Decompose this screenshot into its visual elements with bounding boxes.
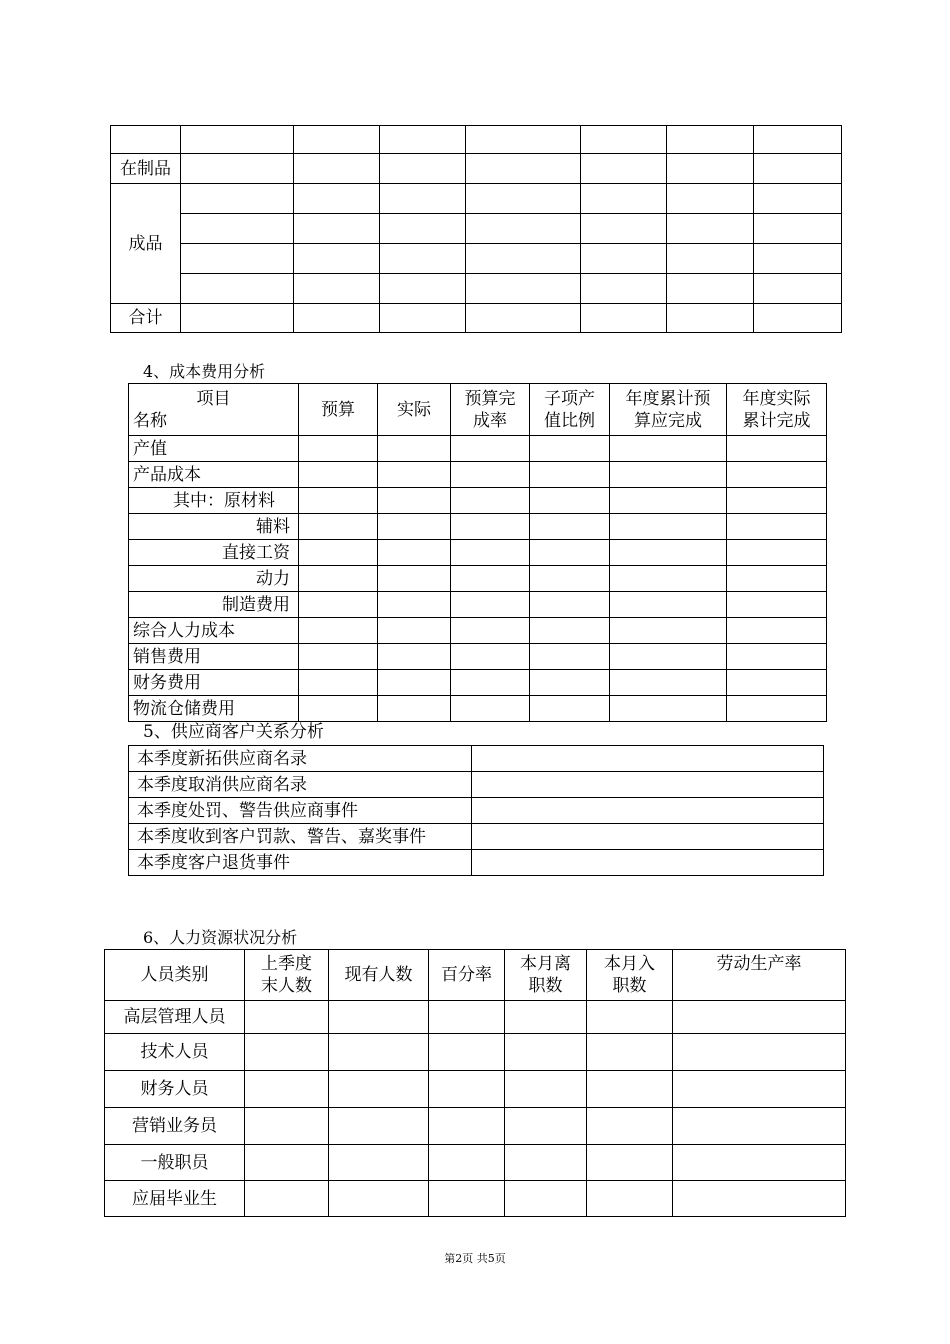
header-ytd-actual: 年度实际 累计完成 xyxy=(727,384,827,436)
table-row xyxy=(105,1181,846,1217)
header-ytd-budget: 年度累计预 算应完成 xyxy=(610,384,727,436)
table-row xyxy=(129,798,824,824)
table-row xyxy=(129,462,827,488)
table-row xyxy=(111,274,842,304)
row-label: 财务费用 xyxy=(129,670,299,696)
table-row xyxy=(129,618,827,644)
table-row xyxy=(105,1108,846,1145)
row-label: 应届毕业生 xyxy=(105,1181,245,1217)
table-row xyxy=(129,696,827,722)
table-row xyxy=(129,644,827,670)
row-label: 产值 xyxy=(129,436,299,462)
header-budget: 预算 xyxy=(299,384,378,436)
header-productivity: 劳动生产率 xyxy=(673,950,846,1001)
page-footer: 第2页 共5页 xyxy=(444,1252,506,1265)
table-row xyxy=(129,772,824,798)
row-label-wip: 在制品 xyxy=(111,154,181,184)
row-label: 一般职员 xyxy=(105,1145,245,1181)
hr-analysis-table xyxy=(104,949,846,1217)
row-label: 本季度收到客户罚款、警告、嘉奖事件 xyxy=(129,824,472,850)
table-row xyxy=(129,850,824,876)
section6-title: 6、人力资源状况分析 xyxy=(143,928,298,947)
header-join: 本月入 职数 xyxy=(587,950,673,1001)
table-row xyxy=(111,184,842,214)
row-label: 综合人力成本 xyxy=(129,618,299,644)
row-label-total: 合计 xyxy=(111,304,181,333)
table-row xyxy=(111,154,842,184)
row-label: 本季度取消供应商名录 xyxy=(129,772,472,798)
row-label: 本季度处罚、警告供应商事件 xyxy=(129,798,472,824)
table-row xyxy=(129,540,827,566)
table-row xyxy=(129,824,824,850)
row-label: 本季度客户退货事件 xyxy=(129,850,472,876)
table-row xyxy=(111,304,842,333)
cost-analysis-table xyxy=(128,383,827,722)
header-actual: 实际 xyxy=(378,384,451,436)
table-row xyxy=(129,566,827,592)
header-leave: 本月离 职数 xyxy=(505,950,587,1001)
section4-title: 4、成本费用分析 xyxy=(143,362,266,381)
header-sub-ratio: 子项产 值比例 xyxy=(530,384,610,436)
row-label: 动力 xyxy=(129,566,299,592)
supplier-customer-table xyxy=(128,745,824,876)
table-row xyxy=(111,126,842,154)
section5-title: 5、供应商客户关系分析 xyxy=(143,722,324,742)
table-row xyxy=(111,244,842,274)
header-name: 名称 xyxy=(133,410,167,431)
row-label: 本季度新拓供应商名录 xyxy=(129,746,472,772)
table-row xyxy=(105,1071,846,1108)
row-label: 高层管理人员 xyxy=(105,1001,245,1034)
table-header-row xyxy=(105,950,846,1001)
table-row xyxy=(111,214,842,244)
table-row xyxy=(129,514,827,540)
table-row xyxy=(129,436,827,462)
row-label: 产品成本 xyxy=(129,462,299,488)
table-header-row xyxy=(129,384,827,436)
table-row xyxy=(105,1001,846,1034)
row-label: 营销业务员 xyxy=(105,1108,245,1145)
header-item-name xyxy=(129,384,299,436)
header-current: 现有人数 xyxy=(329,950,429,1001)
header-percent: 百分率 xyxy=(429,950,505,1001)
row-label: 技术人员 xyxy=(105,1034,245,1071)
row-label: 辅料 xyxy=(129,514,299,540)
row-label: 直接工资 xyxy=(129,540,299,566)
table-row xyxy=(129,746,824,772)
row-label: 财务人员 xyxy=(105,1071,245,1108)
row-label: 物流仓储费用 xyxy=(129,696,299,722)
header-last-quarter: 上季度 末人数 xyxy=(245,950,329,1001)
row-label-finished: 成品 xyxy=(111,184,181,304)
table-row xyxy=(105,1145,846,1181)
table-row xyxy=(129,670,827,696)
header-item: 项目 xyxy=(196,388,231,409)
row-label: 其中：原材料 xyxy=(129,488,299,514)
table-row xyxy=(129,488,827,514)
header-budget-rate: 预算完 成率 xyxy=(451,384,530,436)
table-row xyxy=(105,1034,846,1071)
header-category: 人员类别 xyxy=(105,950,245,1001)
row-label: 制造费用 xyxy=(129,592,299,618)
row-label: 销售费用 xyxy=(129,644,299,670)
table-row xyxy=(129,592,827,618)
inventory-table xyxy=(110,125,842,333)
